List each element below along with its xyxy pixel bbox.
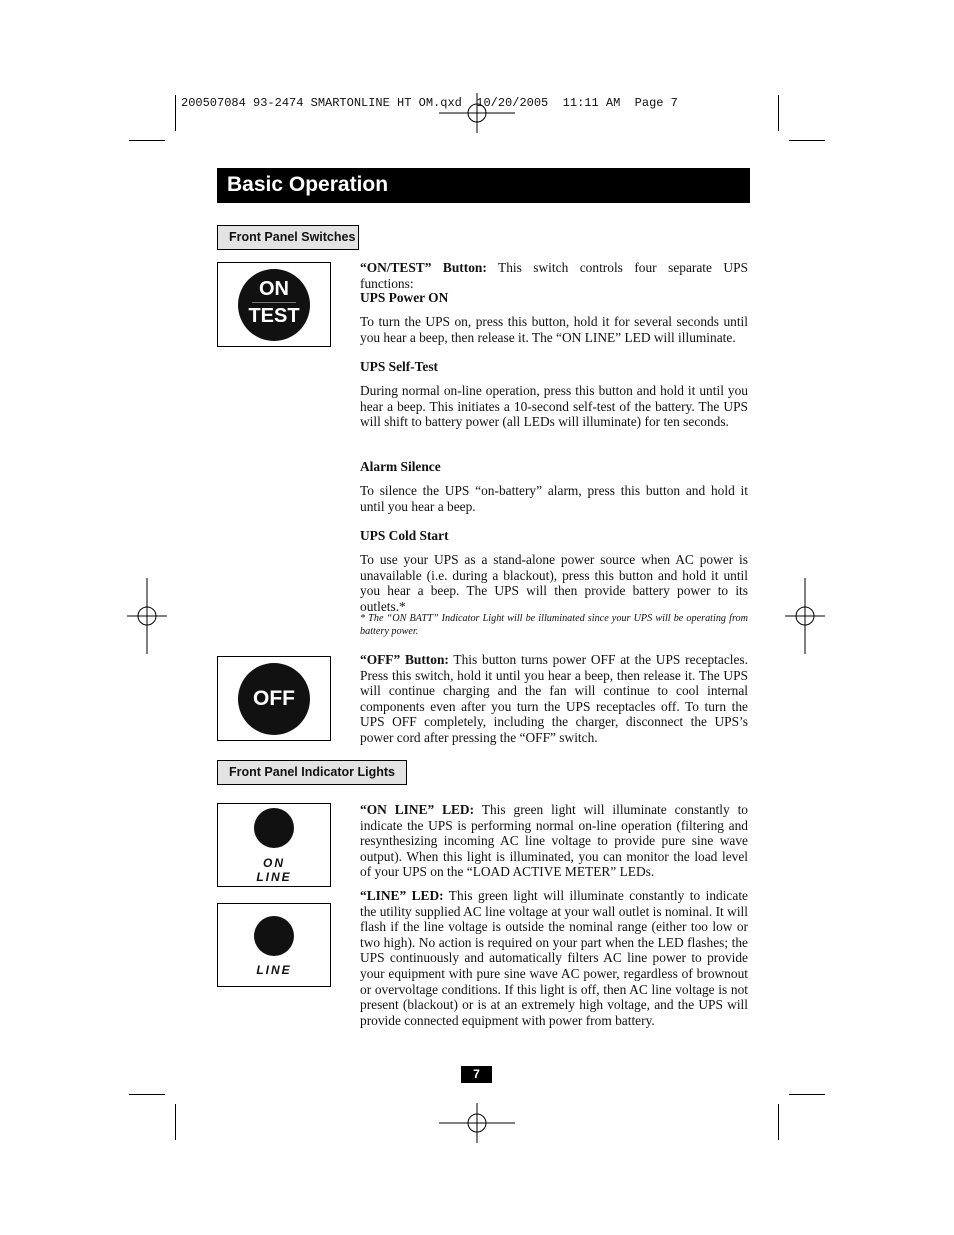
self-test-paragraph: During normal on-line operation, press this button and hold it until you hear a beep. This initiates a 10-second self-test of the battery. The UPS will shift to battery power (all LEDs will illuminate) for ten seconds. [360, 383, 748, 430]
line-led-illustration [217, 903, 331, 987]
crop-mark [778, 1104, 779, 1140]
off-button-paragraph [360, 652, 748, 746]
crop-mark [789, 140, 825, 141]
crop-mark [175, 95, 176, 131]
cold-start-paragraph: To use your UPS as a stand-alone power source when AC power is unavailable (i.e. during a blackout), press this button and hold it until you hear a beep. The UPS will then provide battery power to its outlets.* [360, 552, 748, 614]
alarm-silence-heading: Alarm Silence [360, 459, 441, 474]
on-line-led-paragraph [360, 802, 748, 880]
line-label: LINE [256, 870, 292, 884]
on-test-button-illustration [217, 262, 331, 347]
on-test-button-icon [238, 269, 310, 341]
crop-mark [129, 140, 165, 141]
off-button-icon [238, 663, 310, 735]
crop-mark [778, 95, 779, 131]
footnote: * The “ON BATT” Indicator Light will be illuminated since your UPS will be operating from battery power. [360, 613, 748, 637]
on-line-led-icon [254, 808, 294, 848]
test-label: TEST [248, 305, 300, 327]
on-line-lead: “ON LINE” LED: [360, 802, 475, 817]
file-slug-header: 200507084 93-2474 SMARTONLINE HT OM.qxd 10/20/2005 11:11 AM Page 7 [181, 96, 678, 110]
power-on-paragraph: To turn the UPS on, press this button, hold it for several seconds until you hear a beep, then release it. The “ON LINE” LED will illuminate. [360, 314, 748, 345]
on-test-lead: “ON/TEST” Button: [360, 260, 487, 275]
power-on-heading: UPS Power ON [360, 290, 449, 305]
line-led-icon [254, 916, 294, 956]
on-test-intro: This switch controls four separate UPS functions: [360, 260, 748, 291]
section-tab-switches: Front Panel Switches [217, 225, 359, 250]
on-line-led-illustration [217, 803, 331, 887]
on-test-intro-paragraph [360, 260, 748, 291]
cold-start-heading: UPS Cold Start [360, 528, 449, 543]
page-number: 7 [461, 1066, 492, 1083]
off-button-illustration [217, 656, 331, 741]
registration-mark-icon [785, 578, 825, 654]
self-test-heading: UPS Self-Test [360, 359, 438, 374]
section-banner [217, 168, 750, 203]
line-label: LINE [256, 963, 292, 977]
divider-line [252, 302, 296, 303]
line-lead: “LINE” LED: [360, 888, 444, 903]
line-text: This green light will illuminate constantly to indicate the utility supplied AC line voltage at your wall outlet is nominal. It will flash if the line voltage is outside the nominal range (either too low or two high). No action is required on your part when the LED flashes; the UPS continuously and automatically filters AC line power to provide your equipment with pure sine wave AC power, regardless of brownout or overvoltage conditions. If this light is off, then AC line voltage is not present (blackout) or is at an extremely high voltage, and the UPS will provide connected equipment with power from battery. [360, 888, 748, 1028]
section-tab-indicators: Front Panel Indicator Lights [217, 760, 407, 785]
on-label: ON [259, 278, 289, 300]
off-text: This button turns power OFF at the UPS receptacles. Press this switch, hold it until you hear a beep, then release it. The UPS will continue charging and the fan will continue to cool internal components even after you turn the UPS receptacles off. To turn the UPS OFF completely, including the charger, disconnect the UPS’s power cord after pressing the “OFF” switch. [360, 652, 748, 745]
registration-mark-icon [439, 1103, 515, 1143]
line-led-paragraph [360, 888, 748, 1028]
registration-mark-icon [127, 578, 167, 654]
on-label: ON [263, 856, 285, 870]
crop-mark [789, 1094, 825, 1095]
alarm-silence-paragraph: To silence the UPS “on-battery” alarm, press this button and hold it until you hear a beep. [360, 483, 748, 514]
on-line-text: This green light will illuminate constantly to indicate the UPS is performing normal on-line operation (filtering and resynthesizing incoming AC line voltage to provide pure sine wave output). When this light is illuminated, you can monitor the load level of your UPS on the “LOAD ACTIVE METER” LEDs. [360, 802, 748, 880]
page-title: Basic Operation [227, 173, 389, 196]
off-lead: “OFF” Button: [360, 652, 449, 667]
crop-mark [175, 1104, 176, 1140]
off-label: OFF [253, 687, 295, 710]
crop-mark [129, 1094, 165, 1095]
